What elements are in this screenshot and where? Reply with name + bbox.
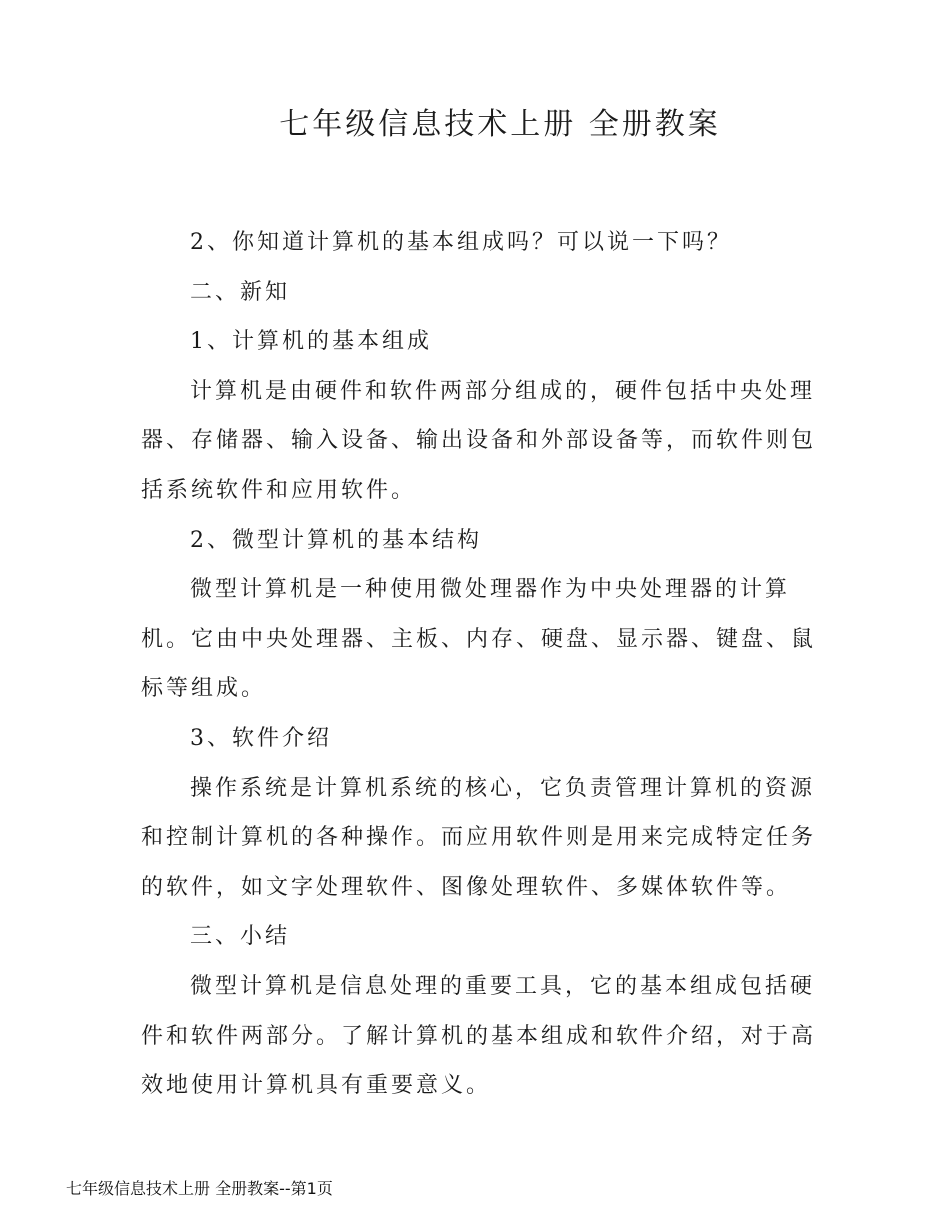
paragraph-microcomputer-structure: 微型计算机是一种使用微处理器作为中央处理器的计算机。它由中央处理器、主板、内存、硬盘、显示器、键盘、鼠标等组成。	[141, 577, 817, 702]
page-footer: 七年级信息技术上册 全册教案--第1页	[66, 1179, 333, 1198]
section-heading-new-knowledge: 二、新知	[190, 279, 291, 305]
paragraph-summary: 微型计算机是信息处理的重要工具，它的基本组成包括硬件和软件两部分。了解计算机的基本组成和软件介绍，对于高效地使用计算机具有重要意义。	[141, 973, 817, 1099]
paragraph-question: 2、你知道计算机的基本组成吗？可以说一下吗？	[190, 230, 732, 255]
section-heading-summary: 三、小结	[190, 924, 291, 950]
subheading-software-intro: 3、软件介绍	[190, 725, 332, 751]
subheading-microcomputer-structure: 2、微型计算机的基本结构	[190, 527, 482, 553]
paragraph-software-intro: 操作系统是计算机系统的核心，它负责管理计算机的资源和控制计算机的各种操作。而应用软件则是用来完成特定任务的软件，如文字处理软件、图像处理软件、多媒体软件等。	[141, 775, 817, 900]
subheading-basic-composition: 1、计算机的基本组成	[190, 329, 432, 355]
document-title: 七年级信息技术上册 全册教案	[279, 107, 721, 142]
paragraph-basic-composition: 计算机是由硬件和软件两部分组成的，硬件包括中央处理器、存储器、输入设备、输出设备和外部设备等，而软件则包括系统软件和应用软件。	[141, 378, 817, 503]
document-body	[141, 218, 831, 1111]
